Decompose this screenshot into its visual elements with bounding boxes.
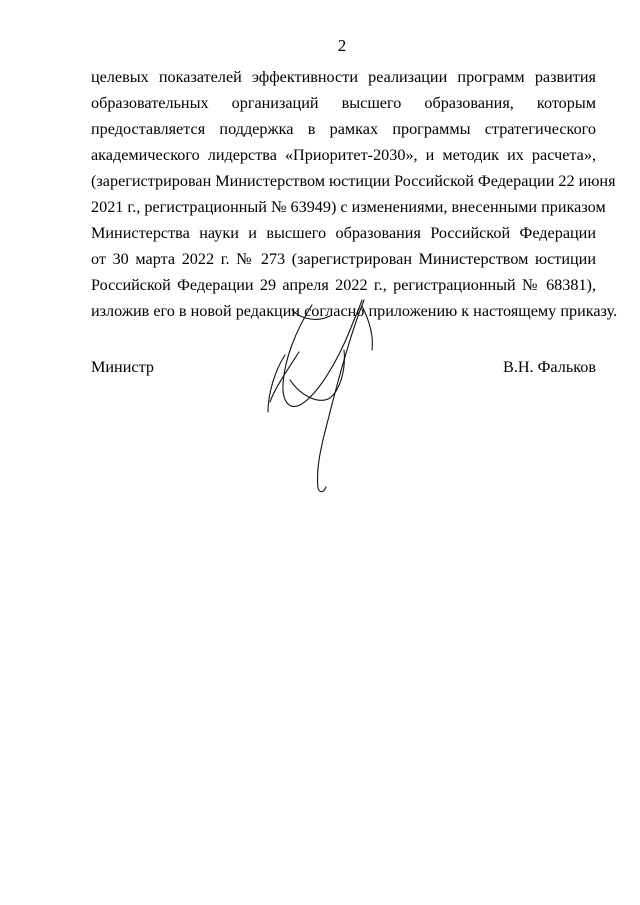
text-line: от 30 марта 2022 г. № 273 (зарегистрирован Министерством юстиции [91,250,596,268]
text-line: целевых показателей эффективности реализации программ развития [91,68,596,86]
document-body-text [91,64,618,324]
text-line: академического лидерства «Приоритет-2030», и методик их расчета», [91,146,596,164]
text-line: изложив его в новой редакции согласно приложению к настоящему приказу. [91,302,618,320]
text-line: 2021 г., регистрационный № 63949) с изменениями, внесенными приказом [91,198,606,216]
page-number: 2 [337,36,347,55]
signatory-title: Министр [91,358,154,376]
text-line: Российской Федерации 29 апреля 2022 г., регистрационный № 68381), [91,276,596,294]
text-line: образовательных организаций высшего образования, которым [91,94,596,112]
signatory-name: В.Н. Фальков [503,358,596,376]
signature-block [91,354,596,380]
text-line: предоставляется поддержка в рамках программы стратегического [91,120,596,138]
text-line: Министерства науки и высшего образования Российской Федерации [91,224,596,242]
text-line: (зарегистрирован Министерством юстиции Российской Федерации 22 июня [91,172,616,190]
